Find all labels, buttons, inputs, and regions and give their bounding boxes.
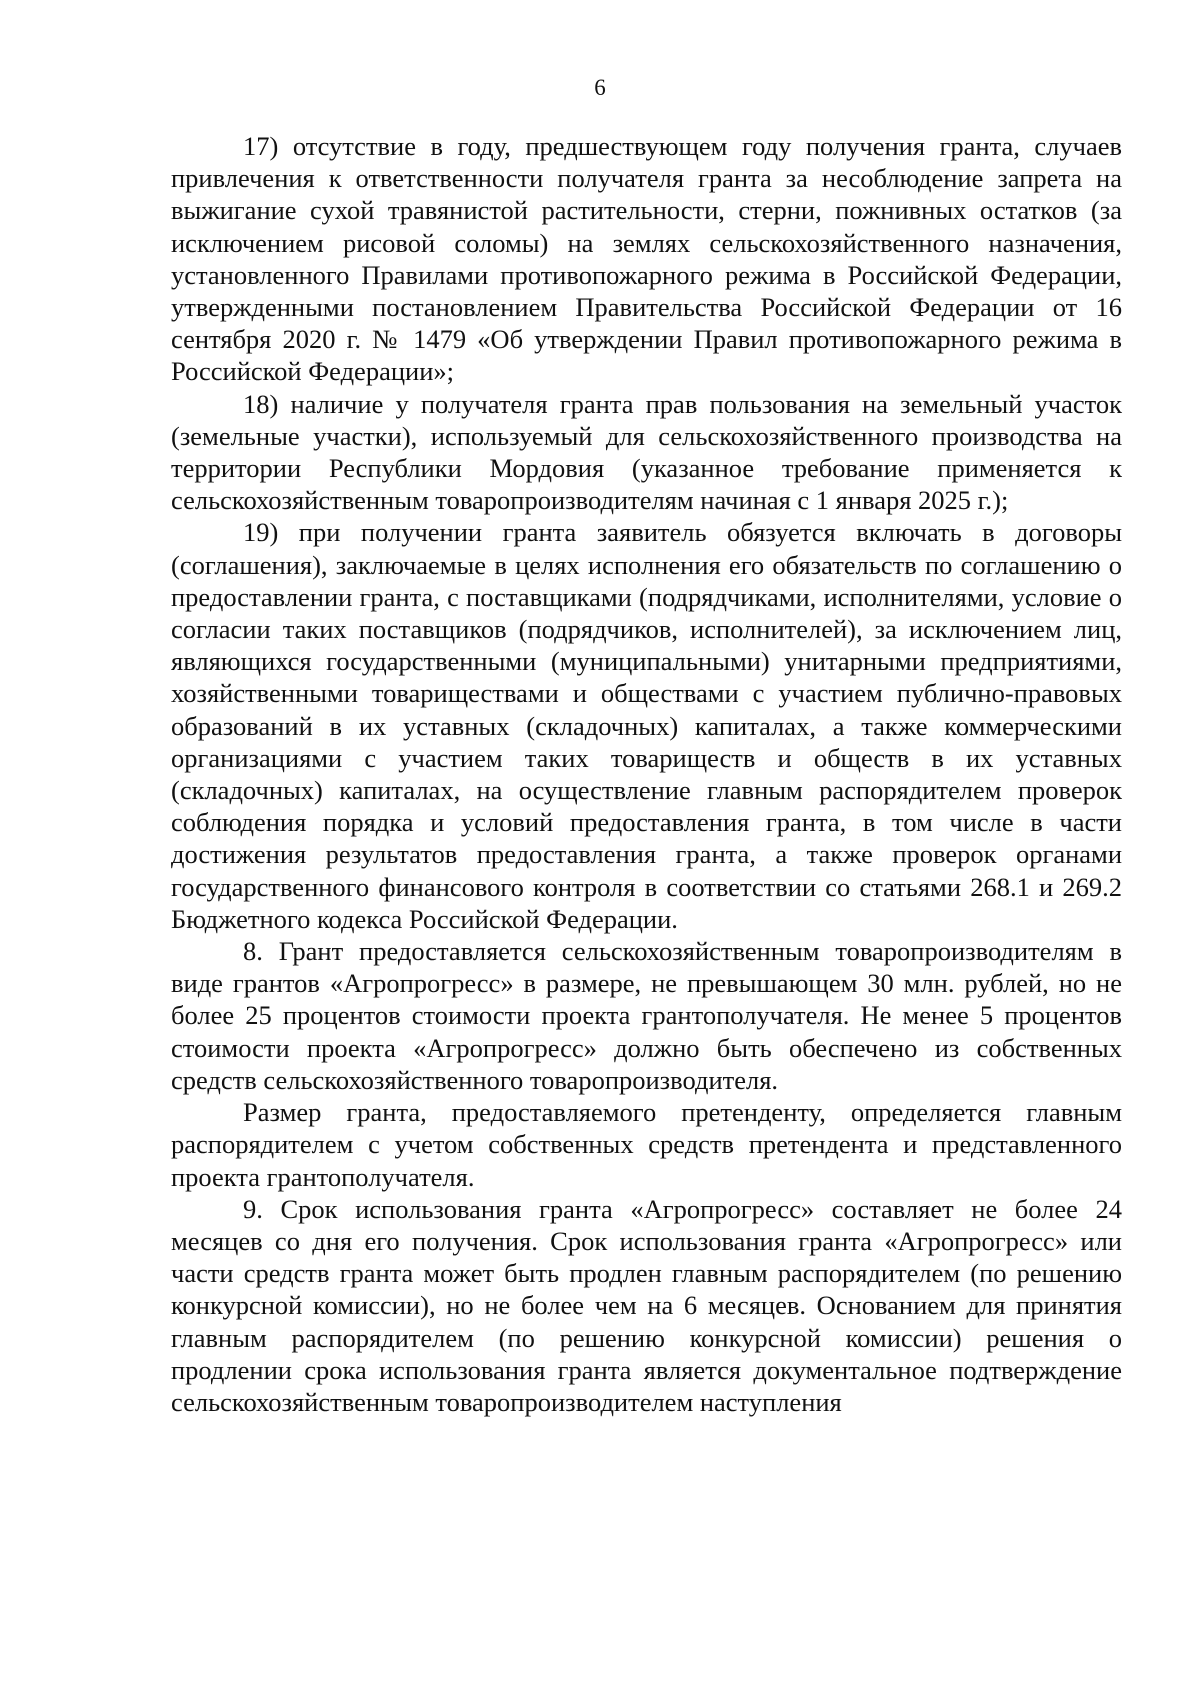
page-number: 6: [594, 75, 606, 100]
paragraph-section-9: 9. Срок использования гранта «Агропрогресс» составляет не более 24 месяцев со дня его получения. Срок использования гранта «Агропрогресс» или части средств гранта может быть продлен главным распорядителем (по решению конкурсной комиссии), но не более чем на 6 месяцев. Основанием для принятия главным распорядителем (по решению конкурсной комиссии) решения о продлении срока использования гранта является документальное подтверждение сельскохозяйственным товаропроизводителем наступления: [171, 1193, 1122, 1417]
paragraph-grant-size: Размер гранта, предоставляемого претенденту, определяется главным распорядителем с учетом собственных средств претендента и представленного проекта грантополучателя.: [171, 1097, 1122, 1192]
document-body: [171, 130, 1122, 1418]
paragraph-item-19: 19) при получении гранта заявитель обязуется включать в договоры (соглашения), заключаемые в целях исполнения его обязательств по соглашению о предоставлении гранта, с поставщиками (подрядчиками, исполнителями, условие о согласии таких поставщиков (подрядчиков, исполнителей), за исключением лиц, являющихся государственными (муниципальными) унитарными предприятиями, хозяйственными товариществами и обществами с участием публично-правовых образований в их уставных (складочных) капиталах, а также коммерческими организациями с участием таких товариществ и обществ в их уставных (складочных) капиталах, на осуществление главным распорядителем проверок соблюдения порядка и условий предоставления гранта, в том числе в части достижения результатов предоставления гранта, а также проверок органами государственного финансового контроля в соответствии со статьями 268.1 и 269.2 Бюджетного кодекса Российской Федерации.: [171, 517, 1122, 934]
paragraph-item-17: 17) отсутствие в году, предшествующем году получения гранта, случаев привлечения к ответственности получателя гранта за несоблюдение запрета на выжигание сухой травянистой растительности, стерни, пожнивных остатков (за исключением рисовой соломы) на землях сельскохозяйственного назначения, установленного Правилами противопожарного режима в Российской Федерации, утвержденными постановлением Правительства Российской Федерации от 16 сентября 2020 г. № 1479 «Об утверждении Правил противопожарного режима в Российской Федерации»;: [171, 131, 1122, 387]
paragraph-item-18: 18) наличие у получателя гранта прав пользования на земельный участок (земельные участки), используемый для сельскохозяйственного производства на территории Республики Мордовия (указанное требование применяется к сельскохозяйственным товаропроизводителям начиная с 1 января 2025 г.);: [171, 388, 1122, 516]
paragraph-section-8: 8. Грант предоставляется сельскохозяйственным товаропроизводителям в виде грантов «Агропрогресс» в размере, не превышающем 30 млн. рублей, но не более 25 процентов стоимости проекта грантополучателя. Не менее 5 процентов стоимости проекта «Агропрогресс» должно быть обеспечено из собственных средств сельскохозяйственного товаропроизводителя.: [171, 936, 1122, 1095]
